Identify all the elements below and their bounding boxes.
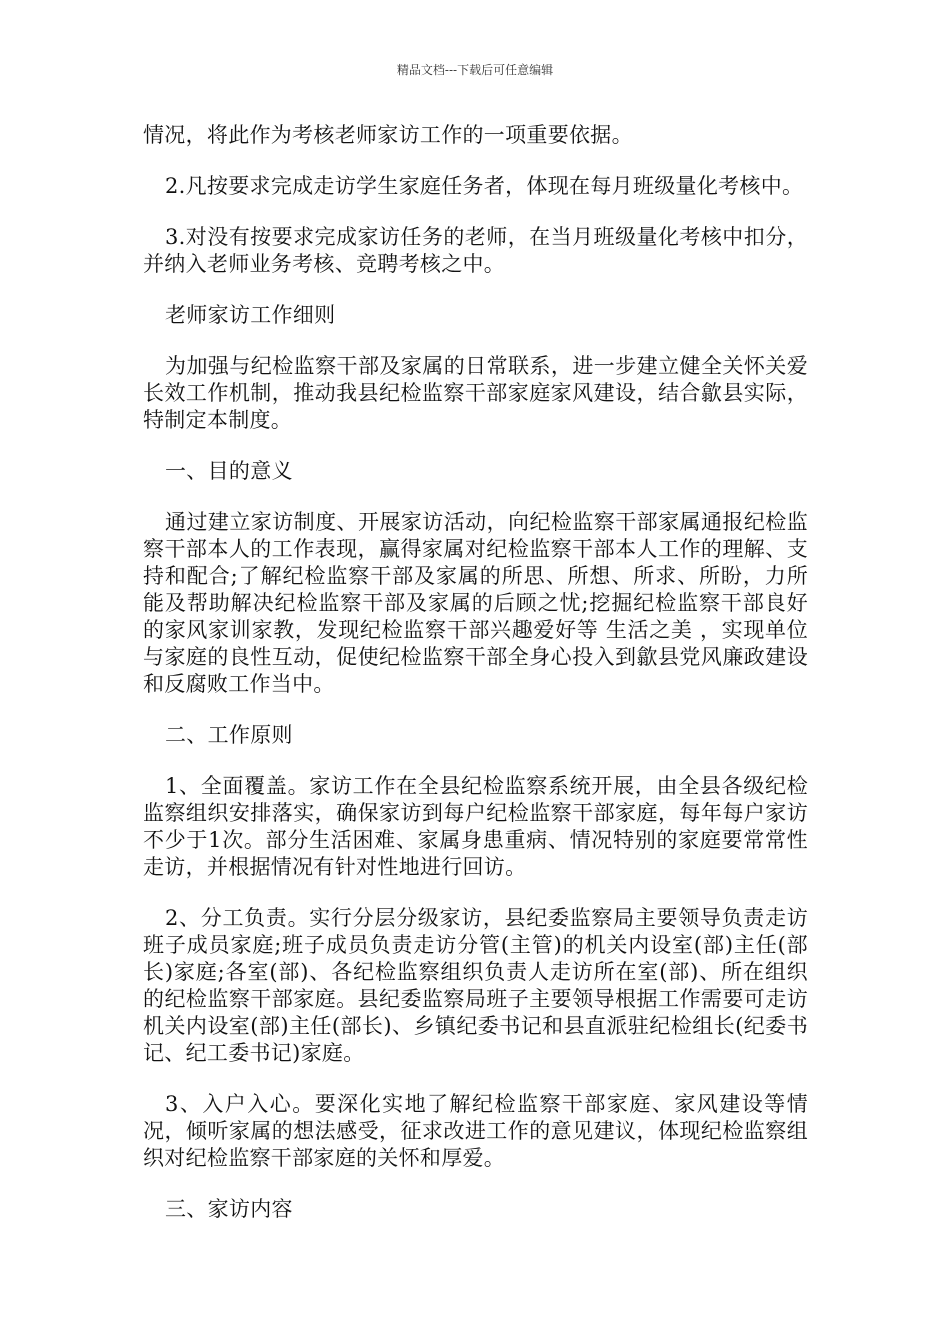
- paragraph-item-3: 3.对没有按要求完成家访任务的老师，在当月班级量化考核中扣分，并纳入老师业务考核、竞聘考核之中。: [143, 225, 808, 276]
- page-header: 精品文档---下载后可任意编辑: [396, 63, 554, 77]
- paragraph-principle-2: 2、分工负责。实行分层分级家访，县纪委监察局主要领导负责走访班子成员家庭;班子成员负责走访分管(主管)的机关内设室(部)主任(部长)家庭;各室(部)、各纪检监察组织负责人走访所在室(部)、所在组织的纪检监察干部家庭。县纪委监察局班子主要领导根据工作需要可走访机关内设室(部)主任(部长)、乡镇纪委书记和县直派驻纪检组长(纪委书记、纪工委书记)家庭。: [143, 906, 808, 1065]
- document-body: [143, 122, 808, 1247]
- paragraph-purpose: 通过建立家访制度、开展家访活动，向纪检监察干部家属通报纪检监察干部本人的工作表现，赢得家属对纪检监察干部本人工作的理解、支持和配合;了解纪检监察干部及家属的所思、所想、所求、所盼，力所能及帮助解决纪检监察干部及家属的后顾之忧;挖掘纪检监察干部良好的家风家训家教，发现纪检监察干部兴趣爱好等 生活之美 ，实现单位与家庭的良性互动，促使纪检监察干部全身心投入到歙县党风廉政建设和反腐败工作当中。: [143, 510, 808, 696]
- heading-purpose: 一、目的意义: [165, 459, 293, 483]
- section-title: 老师家访工作细则: [165, 303, 336, 327]
- heading-principles: 二、工作原则: [165, 723, 293, 747]
- paragraph-intro: 为加强与纪检监察干部及家属的日常联系，进一步建立健全关怀关爱长效工作机制，推动我县纪检监察干部家庭家风建设，结合歙县实际，特制定本制度。: [143, 354, 808, 432]
- paragraph-item-2: 2.凡按要求完成走访学生家庭任务者，体现在每月班级量化考核中。: [165, 174, 804, 198]
- paragraph-continuation: 情况，将此作为考核老师家访工作的一项重要依据。: [143, 123, 633, 147]
- paragraph-principle-1: 1、全面覆盖。家访工作在全县纪检监察系统开展，由全县各级纪检监察组织安排落实，确保家访到每户纪检监察干部家庭，每年每户家访不少于1次。部分生活困难、家属身患重病、情况特别的家庭要常常性走访，并根据情况有针对性地进行回访。: [143, 774, 808, 879]
- paragraph-principle-3: 3、入户入心。要深化实地了解纪检监察干部家庭、家风建设等情况，倾听家属的想法感受，征求改进工作的意见建议，体现纪检监察组织对纪检监察干部家庭的关怀和厚爱。: [143, 1092, 808, 1170]
- heading-content: 三、家访内容: [165, 1197, 293, 1221]
